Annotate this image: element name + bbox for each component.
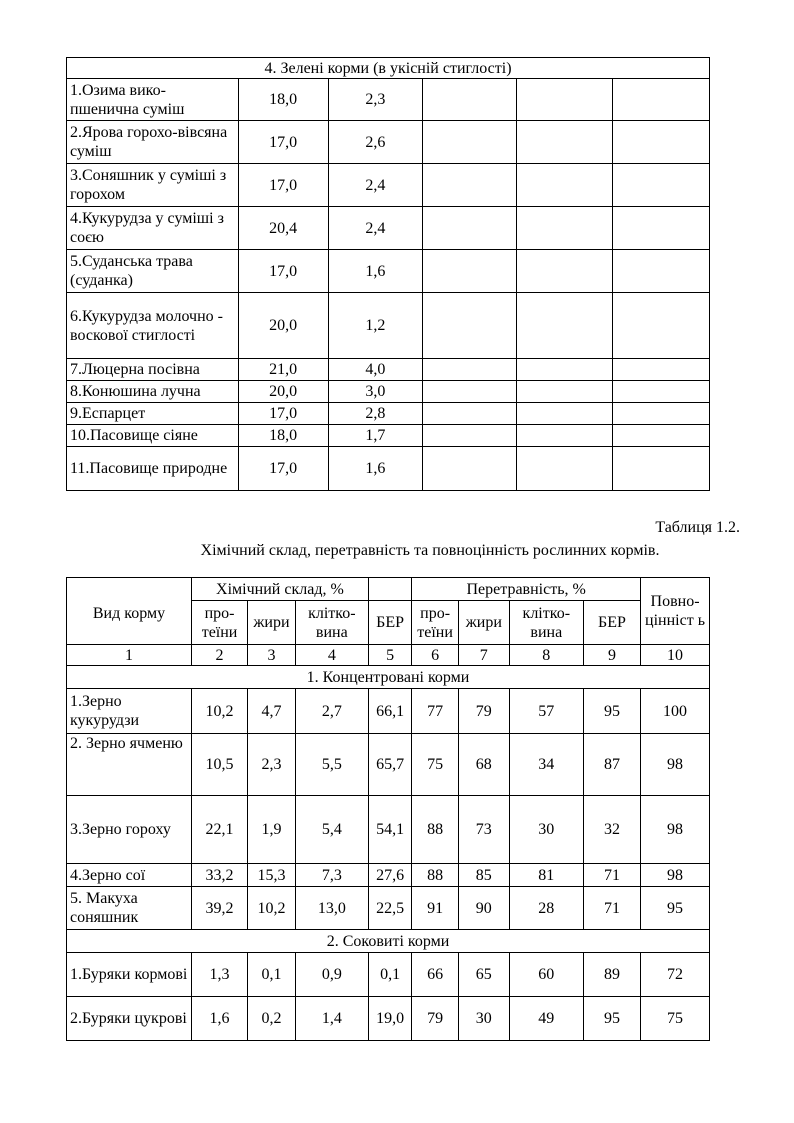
empty-cell [517, 447, 612, 491]
empty-cell [517, 403, 612, 425]
value-cell: 2,4 [328, 207, 422, 250]
value-cell: 30 [509, 796, 583, 864]
value-cell: 79 [412, 997, 459, 1041]
feed-name: 5.Суданська трава (суданка) [67, 250, 239, 293]
table-label: Таблиця 1.2. [655, 519, 740, 536]
empty-cell [423, 447, 517, 491]
table-row [67, 207, 710, 250]
feed-name: 7.Люцерна посівна [67, 359, 239, 381]
value-cell: 28 [509, 887, 583, 930]
column-number: 6 [412, 645, 459, 666]
empty-cell [423, 164, 517, 207]
value-cell: 49 [509, 997, 583, 1041]
section-title: 1. Концентровані корми [67, 666, 710, 689]
empty-cell [423, 381, 517, 403]
section-title: 4. Зелені корми (в укісній стиглості) [67, 58, 710, 79]
empty-cell [612, 293, 709, 359]
column-number: 9 [583, 645, 640, 666]
value-cell: 4,0 [328, 359, 422, 381]
column-number: 5 [368, 645, 411, 666]
empty-cell [612, 425, 709, 447]
value-cell: 10,2 [248, 887, 296, 930]
table-row [67, 953, 710, 997]
feed-name: 8.Конюшина лучна [67, 381, 239, 403]
feed-name: 10.Пасовище сіяне [67, 425, 239, 447]
green-feed-table [66, 57, 710, 491]
col-fats: жири [248, 601, 296, 645]
value-cell: 5,4 [295, 796, 368, 864]
col-fats-digest: жири [458, 601, 509, 645]
empty-cell [517, 79, 612, 121]
value-cell: 0,1 [248, 953, 296, 997]
feed-name: 11.Пасовище природне [67, 447, 239, 491]
value-cell: 20,0 [238, 293, 328, 359]
value-cell: 22,5 [368, 887, 411, 930]
value-cell: 65 [458, 953, 509, 997]
section-title: 2. Соковиті корми [67, 930, 710, 953]
value-cell: 10,2 [191, 689, 247, 734]
value-cell: 3,0 [328, 381, 422, 403]
empty-cell [423, 403, 517, 425]
value-cell: 65,7 [368, 734, 411, 796]
empty-cell [612, 79, 709, 121]
table-row [67, 381, 710, 403]
column-number: 3 [248, 645, 296, 666]
value-cell: 98 [641, 734, 710, 796]
table-row [67, 796, 710, 864]
value-cell: 2,3 [248, 734, 296, 796]
feed-name: 3.Соняшник у суміші з горохом [67, 164, 239, 207]
value-cell: 54,1 [368, 796, 411, 864]
feed-name: 6.Кукурудза молочно - воскової стиглості [67, 293, 239, 359]
value-cell: 98 [641, 864, 710, 887]
table-row [67, 425, 710, 447]
value-cell: 1,9 [248, 796, 296, 864]
feed-name: 2.Ярова горохо-вівсяна суміш [67, 121, 239, 164]
value-cell: 1,3 [191, 953, 247, 997]
column-numbers-row [67, 645, 710, 666]
table-row [67, 997, 710, 1041]
feed-name: 2. Зерно ячменю [67, 734, 192, 796]
value-cell: 90 [458, 887, 509, 930]
empty-cell [612, 121, 709, 164]
value-cell: 15,3 [248, 864, 296, 887]
feed-name: 4.Зерно сої [67, 864, 192, 887]
table-row [67, 79, 710, 121]
value-cell: 60 [509, 953, 583, 997]
value-cell: 19,0 [368, 997, 411, 1041]
col-ber-digest: БЕР [583, 601, 640, 645]
value-cell: 1,4 [295, 997, 368, 1041]
col-group-chemical: Хімічний склад, % [191, 578, 368, 601]
empty-cell [612, 359, 709, 381]
table-row [67, 293, 710, 359]
value-cell: 39,2 [191, 887, 247, 930]
col-completeness: Повно-цінніст ь [641, 578, 710, 645]
value-cell: 1,6 [328, 447, 422, 491]
empty-cell [368, 578, 411, 601]
table-row [67, 447, 710, 491]
value-cell: 17,0 [238, 447, 328, 491]
value-cell: 98 [641, 796, 710, 864]
empty-cell [423, 250, 517, 293]
empty-cell [517, 381, 612, 403]
value-cell: 2,6 [328, 121, 422, 164]
value-cell: 17,0 [238, 164, 328, 207]
empty-cell [612, 250, 709, 293]
value-cell: 89 [583, 953, 640, 997]
value-cell: 2,4 [328, 164, 422, 207]
value-cell: 71 [583, 887, 640, 930]
feed-name: 4.Кукурудза у суміші з соєю [67, 207, 239, 250]
value-cell: 87 [583, 734, 640, 796]
table-row [67, 164, 710, 207]
value-cell: 17,0 [238, 121, 328, 164]
feed-name: 1.Озима вико-пшенична суміш [67, 79, 239, 121]
empty-cell [423, 359, 517, 381]
feed-name: 1.Буряки кормові [67, 953, 192, 997]
value-cell: 20,4 [238, 207, 328, 250]
value-cell: 22,1 [191, 796, 247, 864]
column-number: 10 [641, 645, 710, 666]
empty-cell [612, 447, 709, 491]
empty-cell [517, 293, 612, 359]
value-cell: 95 [583, 997, 640, 1041]
value-cell: 75 [641, 997, 710, 1041]
empty-cell [517, 121, 612, 164]
feed-name: 3.Зерно гороху [67, 796, 192, 864]
feed-name: 9.Еспарцет [67, 403, 239, 425]
value-cell: 95 [583, 689, 640, 734]
table-row [67, 734, 710, 796]
col-fiber: клітко-вина [295, 601, 368, 645]
empty-cell [517, 425, 612, 447]
value-cell: 17,0 [238, 403, 328, 425]
value-cell: 88 [412, 864, 459, 887]
value-cell: 13,0 [295, 887, 368, 930]
value-cell: 95 [641, 887, 710, 930]
chemical-composition-table [66, 577, 710, 1041]
value-cell: 68 [458, 734, 509, 796]
value-cell: 0,2 [248, 997, 296, 1041]
column-number: 4 [295, 645, 368, 666]
col-protein: про-теїни [191, 601, 247, 645]
value-cell: 1,6 [191, 997, 247, 1041]
value-cell: 5,5 [295, 734, 368, 796]
empty-cell [612, 164, 709, 207]
value-cell: 66 [412, 953, 459, 997]
value-cell: 2,3 [328, 79, 422, 121]
value-cell: 81 [509, 864, 583, 887]
value-cell: 10,5 [191, 734, 247, 796]
value-cell: 33,2 [191, 864, 247, 887]
col-ber: БЕР [368, 601, 411, 645]
empty-cell [612, 403, 709, 425]
value-cell: 20,0 [238, 381, 328, 403]
table-row [67, 887, 710, 930]
value-cell: 0,1 [368, 953, 411, 997]
table-row [67, 359, 710, 381]
table-row [67, 689, 710, 734]
table-row [67, 121, 710, 164]
table-row [67, 403, 710, 425]
empty-cell [423, 79, 517, 121]
value-cell: 88 [412, 796, 459, 864]
value-cell: 0,9 [295, 953, 368, 997]
value-cell: 21,0 [238, 359, 328, 381]
value-cell: 1,2 [328, 293, 422, 359]
value-cell: 75 [412, 734, 459, 796]
col-feed-type: Вид корму [67, 578, 192, 645]
value-cell: 91 [412, 887, 459, 930]
value-cell: 79 [458, 689, 509, 734]
empty-cell [612, 381, 709, 403]
value-cell: 77 [412, 689, 459, 734]
column-number: 7 [458, 645, 509, 666]
empty-cell [517, 250, 612, 293]
empty-cell [517, 164, 612, 207]
value-cell: 72 [641, 953, 710, 997]
empty-cell [423, 121, 517, 164]
value-cell: 4,7 [248, 689, 296, 734]
feed-name: 2.Буряки цукрові [67, 997, 192, 1041]
value-cell: 34 [509, 734, 583, 796]
value-cell: 2,8 [328, 403, 422, 425]
empty-cell [612, 207, 709, 250]
value-cell: 85 [458, 864, 509, 887]
empty-cell [517, 359, 612, 381]
value-cell: 18,0 [238, 79, 328, 121]
value-cell: 32 [583, 796, 640, 864]
col-fiber-digest: клітко-вина [509, 601, 583, 645]
column-number: 1 [67, 645, 192, 666]
value-cell: 71 [583, 864, 640, 887]
table-row [67, 250, 710, 293]
value-cell: 27,6 [368, 864, 411, 887]
value-cell: 57 [509, 689, 583, 734]
col-protein-digest: про-теїни [412, 601, 459, 645]
column-number: 8 [509, 645, 583, 666]
value-cell: 66,1 [368, 689, 411, 734]
value-cell: 1,7 [328, 425, 422, 447]
empty-cell [517, 207, 612, 250]
empty-cell [423, 425, 517, 447]
feed-name: 5. Макуха соняшник [67, 887, 192, 930]
value-cell: 17,0 [238, 250, 328, 293]
col-group-digestibility: Перетравність, % [412, 578, 641, 601]
value-cell: 1,6 [328, 250, 422, 293]
value-cell: 7,3 [295, 864, 368, 887]
table-title: Хімічний склад, перетравність та повноцінність рослинних кормів. [200, 542, 660, 559]
feed-name: 1.Зерно кукурудзи [67, 689, 192, 734]
value-cell: 100 [641, 689, 710, 734]
table-row [67, 864, 710, 887]
value-cell: 73 [458, 796, 509, 864]
empty-cell [423, 293, 517, 359]
value-cell: 30 [458, 997, 509, 1041]
empty-cell [423, 207, 517, 250]
value-cell: 2,7 [295, 689, 368, 734]
value-cell: 18,0 [238, 425, 328, 447]
column-number: 2 [191, 645, 247, 666]
